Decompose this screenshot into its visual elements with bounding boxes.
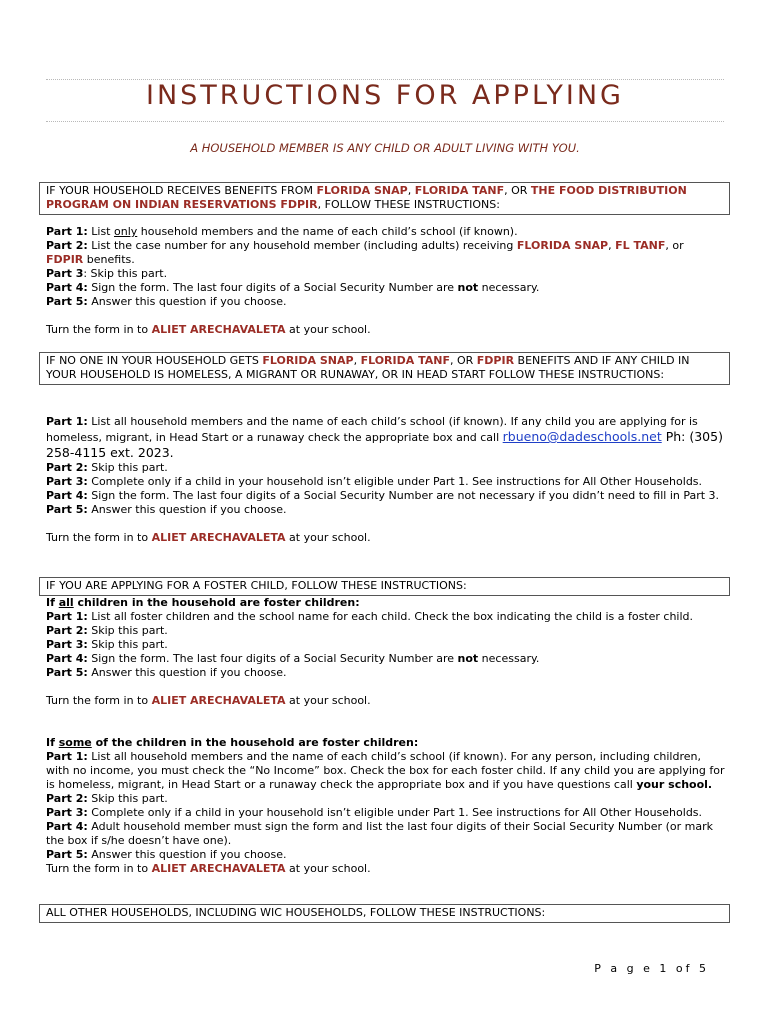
section2-body — [46, 414, 726, 545]
email-link[interactable]: rbueno@dadeschools.net — [502, 429, 662, 444]
all-foster-heading: If all children in the household are foster children: — [46, 596, 360, 609]
section1-part5: Part 5: Answer this question if you choose. — [46, 295, 287, 308]
section2-part1: Part 1: List all household members and the name of each child’s school (if known). If any child you are applying for is homeless, migrant, in Head Start or a runaway check the appropriate box and call rbueno@dadeschools.net Ph: (305) 258-4115 ext. 2023. — [46, 415, 723, 460]
some-foster-heading: If some of the children in the household are foster children: — [46, 736, 419, 749]
some-foster-turn-in: Turn the form in to ALIET ARECHAVALETA at your school. — [46, 862, 371, 875]
page-footer: P a g e 1 of 5 — [594, 962, 709, 975]
foster-part1: Part 1: List all foster children and the school name for each child. Check the box indicating the child is a foster child. — [46, 610, 694, 623]
some-foster-part5: Part 5: Answer this question if you choose. — [46, 848, 287, 861]
foster-part5: Part 5: Answer this question if you choose. — [46, 666, 287, 679]
section1-turn-in: Turn the form in to ALIET ARECHAVALETA at your school. — [46, 323, 371, 336]
some-foster-part3: Part 3: Complete only if a child in your household isn’t eligible under Part 1. See instructions for All Other Households. — [46, 806, 703, 819]
section4-header: ALL OTHER HOUSEHOLDS, INCLUDING WIC HOUSEHOLDS, FOLLOW THESE INSTRUCTIONS: — [39, 904, 730, 923]
section2-part3: Part 3: Complete only if a child in your household isn’t eligible under Part 1. See instructions for All Other Households. — [46, 475, 703, 488]
foster-part4: Part 4: Sign the form. The last four digits of a Social Security Number are not necessary. — [46, 652, 540, 665]
contact-name: ALIET ARECHAVALETA — [151, 323, 286, 336]
some-foster-part4: Part 4: Adult household member must sign the form and list the last four digits of their Social Security Number (or mark the box if s/he doesn’t have one). — [46, 820, 713, 847]
section2-part5: Part 5: Answer this question if you choose. — [46, 503, 287, 516]
page-subtitle: A HOUSEHOLD MEMBER IS ANY CHILD OR ADULT LIVING WITH YOU. — [190, 141, 580, 155]
title-rule — [46, 121, 724, 122]
some-foster-part1: Part 1: List all household members and the name of each child’s school (if known). For any person, including children, with no income, you must check the “No Income” box. Check the box for each foster child. If any child you are applying for is homeless, migrant, in Head Start or a runaway check the appropriate box and if you have questions call your school. — [46, 750, 725, 791]
section1-part1: Part 1: List only household members and the name of each child’s school (if known). — [46, 225, 518, 238]
section1-body — [46, 225, 726, 337]
foster-turn-in: Turn the form in to ALIET ARECHAVALETA at your school. — [46, 694, 371, 707]
foster-part3: Part 3: Skip this part. — [46, 638, 168, 651]
section1-part4: Part 4: Sign the form. The last four digits of a Social Security Number are not necessary. — [46, 281, 540, 294]
page-title: INSTRUCTIONS FOR APPLYING — [146, 80, 624, 111]
section3-header: IF YOU ARE APPLYING FOR A FOSTER CHILD, FOLLOW THESE INSTRUCTIONS: — [39, 577, 730, 596]
section2-part4: Part 4: Sign the form. The last four digits of a Social Security Number are not necessary if you didn’t need to fill in Part 3. — [46, 489, 720, 502]
section2-turn-in: Turn the form in to ALIET ARECHAVALETA at your school. — [46, 531, 371, 544]
foster-part2: Part 2: Skip this part. — [46, 624, 168, 637]
section3-body — [46, 596, 726, 876]
page-number: 1 — [659, 962, 670, 975]
section2-part2: Part 2: Skip this part. — [46, 461, 168, 474]
page-total: 5 — [699, 962, 709, 975]
section1-part2: Part 2: List the case number for any household member (including adults) receiving FLORIDA SNAP, FL TANF, or FDPIR benefits. — [46, 239, 684, 266]
section1-header: IF YOUR HOUSEHOLD RECEIVES BENEFITS FROM FLORIDA SNAP, FLORIDA TANF, OR THE FOOD DISTRIBUTION PROGRAM ON INDIAN RESERVATIONS FDPIR, FOLLOW THESE INSTRUCTIONS: — [39, 182, 730, 215]
section2-header: IF NO ONE IN YOUR HOUSEHOLD GETS FLORIDA SNAP, FLORIDA TANF, OR FDPIR BENEFITS AND IF ANY CHILD IN YOUR HOUSEHOLD IS HOMELESS, A MIGRANT OR RUNAWAY, OR IN HEAD START FOLLOW THESE INSTRUCTIONS: — [39, 352, 730, 385]
some-foster-part2: Part 2: Skip this part. — [46, 792, 168, 805]
section1-part3: Part 3: Skip this part. — [46, 267, 168, 280]
